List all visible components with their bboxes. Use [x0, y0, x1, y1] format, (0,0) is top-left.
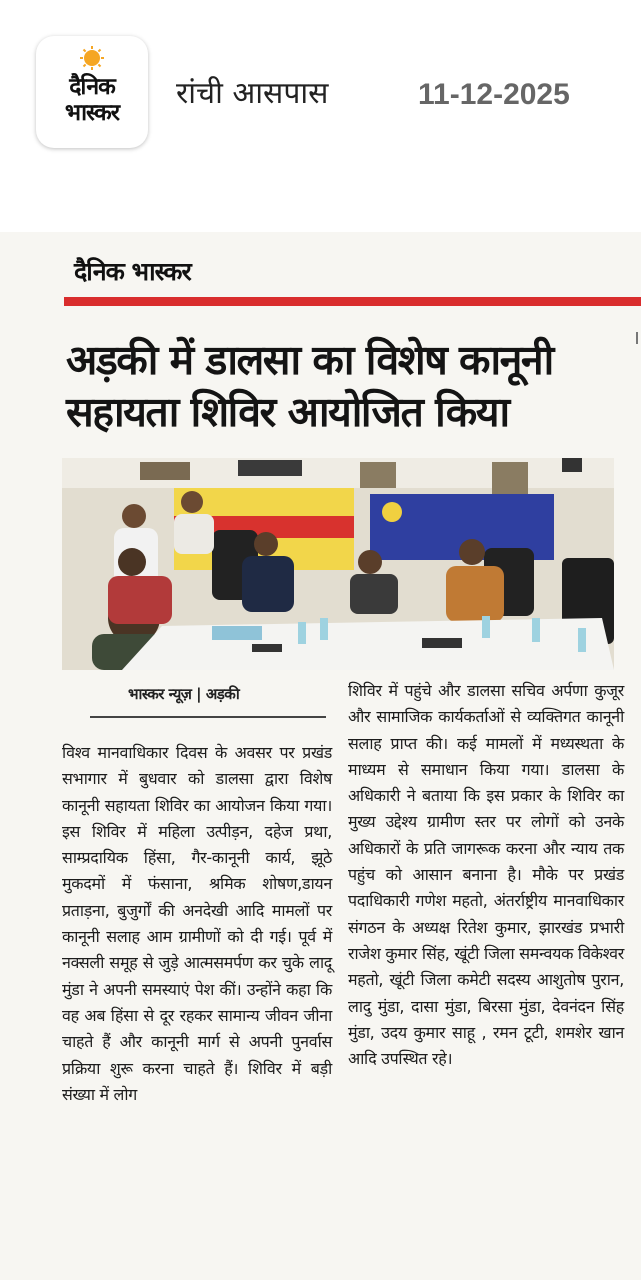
page-edge-mark — [636, 332, 638, 344]
masthead: दैनिक भास्कर — [74, 257, 191, 286]
logo-text-line1: दैनिक — [69, 74, 115, 100]
headline-line-2: सहायता शिविर आयोजित किया — [66, 388, 509, 436]
masthead-red-rule — [64, 297, 641, 306]
app-header — [0, 0, 641, 190]
article-column-right: शिविर में पहुंचे और डालसा सचिव अर्पणा कुजूर और सामाजिक कार्यकर्ताओं से व्यक्तिगत कानूनी सलाह प्राप्त की। कई मामलों में मध्यस्थता के माध्यम से समाधान किया गया। डालसा के अधिकारी ने बताया कि इस प्रकार के शिविर का मुख्य उद्देश्य ग्रामीण स्तर पर लोगों को उनके अधिकारों के प्रति जागरूक करना और न्याय तक पहुंच को आसान बनाना है। मौके पर प्रखंड पदाधिकारी गणेश महतो, अंतर्राष्ट्रीय मानवाधिकार संगठन के अध्यक्ष रितेश कुमार, झारखंड प्रभारी राजेश कुमार सिंह, खूंटी जिला समन्वयक विकेश्वर महतो, खूंटी जिला कमेटी सदस्य आशुतोष पुरान, लादु मुंडा, दासा मुंडा, बिरसा मुंडा, देवनंदन सिंह मुंडा, उदय कुमार साहू , रमन टूटी, शमशेर खान आदि उपस्थित रहे। — [348, 681, 624, 1069]
section-title[interactable]: रांची आसपास — [176, 76, 329, 111]
byline-rule — [90, 716, 326, 718]
news-photo-scene — [62, 458, 614, 670]
logo-text-line2: भास्कर — [64, 100, 120, 126]
sun-icon — [80, 46, 104, 70]
news-photo[interactable] — [62, 458, 614, 670]
headline — [66, 334, 626, 438]
article-column-left: विश्व मानवाधिकार दिवस के अवसर पर प्रखंड सभागार में बुधवार को डालसा द्वारा विशेष कानूनी सहायता शिविर का आयोजन किया गया। इस शिविर में महिला उत्पीड़न, दहेज प्रथा, साम्प्रदायिक हिंसा, गैर-कानूनी कार्य, झूठे मुकदमों में फंसाना, श्रमिक शोषण,डायन प्रताड़ना, बुजुर्गों की अनदेखी आदि मामलों पर कानूनी सलाह आम ग्रामीणों को दी गई। पूर्व में नक्सली समूह से जुड़े आत्मसमर्पण कर चुके लादू मुंडा ने अपनी समस्याएं पेश कीं। उन्होंने कहा कि वह अब हिंसा से दूर रहकर सामान्य जीवन जीना चाहते हैं और कानूनी मार्ग से अपनी पुनर्वास प्रक्रिया शुरू करना चाहते हैं। शिविर में बड़ी संख्या में लोग — [62, 743, 332, 1104]
byline: भास्कर न्यूज़ | अड़की — [128, 685, 240, 703]
edition-date: 11-12-2025 — [418, 78, 570, 111]
headline-line-1: अड़की में डालसा का विशेष कानूनी — [66, 336, 553, 384]
brand-logo[interactable] — [36, 36, 148, 148]
newspaper-clipping — [0, 232, 641, 1280]
